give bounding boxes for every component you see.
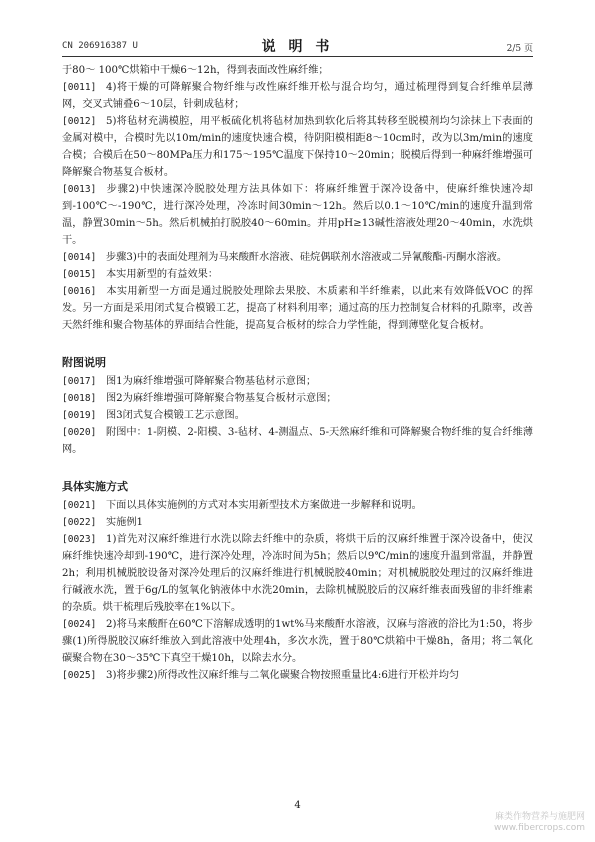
paragraph-text: 实施例1	[106, 517, 144, 528]
site-watermark	[494, 812, 585, 834]
paragraph-number: [0012]	[62, 116, 97, 127]
paragraph-number: [0017]	[62, 376, 97, 387]
paragraph-number: [0024]	[62, 619, 97, 630]
paragraph-number: [0021]	[62, 500, 97, 511]
paragraph-0015	[62, 266, 533, 283]
paragraph-text: 本实用新型一方面是通过脱胶处理除去果胶、木质素和半纤维素，以此来有效降低VOC 的挥发。另一方面是采用闭式复合模锻工艺，提高了材料利用率；通过高的压力控制复合材料的孔隙率，改善天然纤维和聚合物基体的界面结合性能，提高复合板材的综合力学性能，得到薄壁化复合板材。	[62, 286, 533, 331]
paragraph-text: 步骤3)中的表面处理剂为马来酸酐水溶液、硅烷偶联剂水溶液或二异氰酸酯-丙酮水溶液。	[106, 252, 508, 263]
paragraph-0023	[62, 531, 533, 616]
watermark-title: 麻类作物营养与施肥网	[494, 812, 585, 822]
paragraph-0022	[62, 514, 533, 531]
paragraph-text: 图2为麻纤维增强可降解聚合物基复合板材示意图；	[106, 393, 337, 404]
paragraph-number: [0013]	[62, 184, 97, 195]
paragraph-0011	[62, 79, 533, 113]
paragraph-number: [0014]	[62, 252, 97, 263]
paragraph-number: [0023]	[62, 534, 97, 545]
paragraph-0019	[62, 407, 533, 424]
paragraph-number: [0016]	[62, 286, 97, 297]
paragraph-text: 本实用新型的有益效果：	[106, 269, 219, 280]
paragraph-0020	[62, 424, 533, 458]
paragraph-number: [0018]	[62, 393, 97, 404]
paragraph-text: 附图中：1-阴模、2-阳模、3-毡材、4-测温点、5-天然麻纤维和可降解聚合物纤维的复合纤维薄网。	[62, 427, 533, 455]
paragraph-0016	[62, 283, 533, 334]
paragraph-text: 4)将干燥的可降解聚合物纤维与改性麻纤维开松与混合均匀，通过梳理得到复合纤维单层薄网，交叉式铺叠6～10层，针刺成毡材；	[62, 82, 533, 110]
document-title: 说 明 书	[261, 39, 334, 55]
paragraph-text: 图3闭式复合模锻工艺示意图。	[106, 410, 245, 421]
document-body	[62, 62, 533, 684]
paragraph-0024	[62, 616, 533, 667]
paragraph-0013	[62, 181, 533, 249]
paragraph-group-embodiments	[62, 497, 533, 684]
paragraph-number: [0025]	[62, 670, 97, 681]
paragraph-text: 3)将步骤2)所得改性汉麻纤维与二氧化碳聚合物按照重量比4:6进行开松并均匀	[106, 670, 460, 681]
paragraph-number: [0022]	[62, 517, 97, 528]
paragraph-0025	[62, 667, 533, 684]
paragraph-0017	[62, 373, 533, 390]
paragraph-number: [0019]	[62, 410, 97, 421]
section-heading-figures: 附图说明	[62, 356, 106, 369]
page-header	[62, 38, 533, 57]
paragraph-group-process	[62, 79, 533, 334]
watermark-url: www.fibercrops.com	[494, 823, 585, 833]
paragraph-text: 步骤2)中快速深冷脱胶处理方法具体如下：将麻纤维置于深冷设备中，使麻纤维快速冷却到-100℃～-190℃，进行深冷处理，冷冻时间30min～12h。然后以0.1～10℃/min的速度升温到常温，静置30min～5h。然后机械拍打脱胶40～60min。并用pH≥13碱性溶液处理20～40min，水洗烘干。	[62, 184, 533, 246]
paragraph-text: 下面以具体实施例的方式对本实用新型技术方案做进一步解释和说明。	[106, 500, 422, 511]
paragraph-number: [0020]	[62, 427, 97, 438]
paragraph-0014	[62, 249, 533, 266]
paragraph-number: [0015]	[62, 269, 97, 280]
paragraph-text: 图1为麻纤维增强可降解聚合物基毡材示意图；	[106, 376, 317, 387]
publication-number: CN 206916387 U	[62, 41, 138, 51]
paragraph-text: 2)将马来酸酐在60℃下溶解成透明的1wt%马来酸酐水溶液，汉麻与溶液的浴比为1:50，将步骤(1)所得脱胶汉麻纤维放入到此溶液中处理4h，多次水洗，置于80℃烘箱中干燥8h，备用；将二氧化碳聚合物在30～35℃下真空干燥10h，以除去水分。	[62, 619, 533, 664]
paragraph-group-figures	[62, 373, 533, 458]
paragraph-0018	[62, 390, 533, 407]
paragraph-0012	[62, 113, 533, 181]
paragraph-text: 5)将毡材充满模腔，用平板硫化机将毡材加热到软化后将其转移至脱模剂均匀涂抹上下表面的金属对模中，合模时先以10m/min的速度快速合模，待阴阳模相距8～10cm时，改为以3m/min的速度合模；合模后在50～80MPa压力和175～195℃温度下保持10～20min；脱模后得到一种麻纤维增强可降解聚合物基复合板材。	[62, 116, 533, 178]
paragraph-text: 1)首先对汉麻纤维进行水洗以除去纤维中的杂质，将烘干后的汉麻纤维置于深冷设备中，使汉麻纤维快速冷却到-190℃，进行深冷处理，冷冻时间为5h；然后以9℃/min的速度升温到常温，并静置2h；利用机械脱胶设备对深冷处理后的汉麻纤维进行机械脱胶40min；对机械脱胶处理过的汉麻纤维进行碱液水洗，置于6g/L的氢氧化钠液体中水洗20min，去除机械脱胶后的汉麻纤维表面残留的非纤维素的杂质。烘干梳理后残胶率在1%以下。	[62, 534, 533, 613]
section-heading-embodiments: 具体实施方式	[62, 480, 128, 493]
page-indicator: 2/5 页	[506, 44, 533, 54]
page-number: 4	[294, 800, 301, 811]
continued-text: 于80～ 100℃烘箱中干燥6～12h，得到表面改性麻纤维；	[62, 65, 329, 76]
paragraph-0021	[62, 497, 533, 514]
paragraph-number: [0011]	[62, 82, 97, 93]
